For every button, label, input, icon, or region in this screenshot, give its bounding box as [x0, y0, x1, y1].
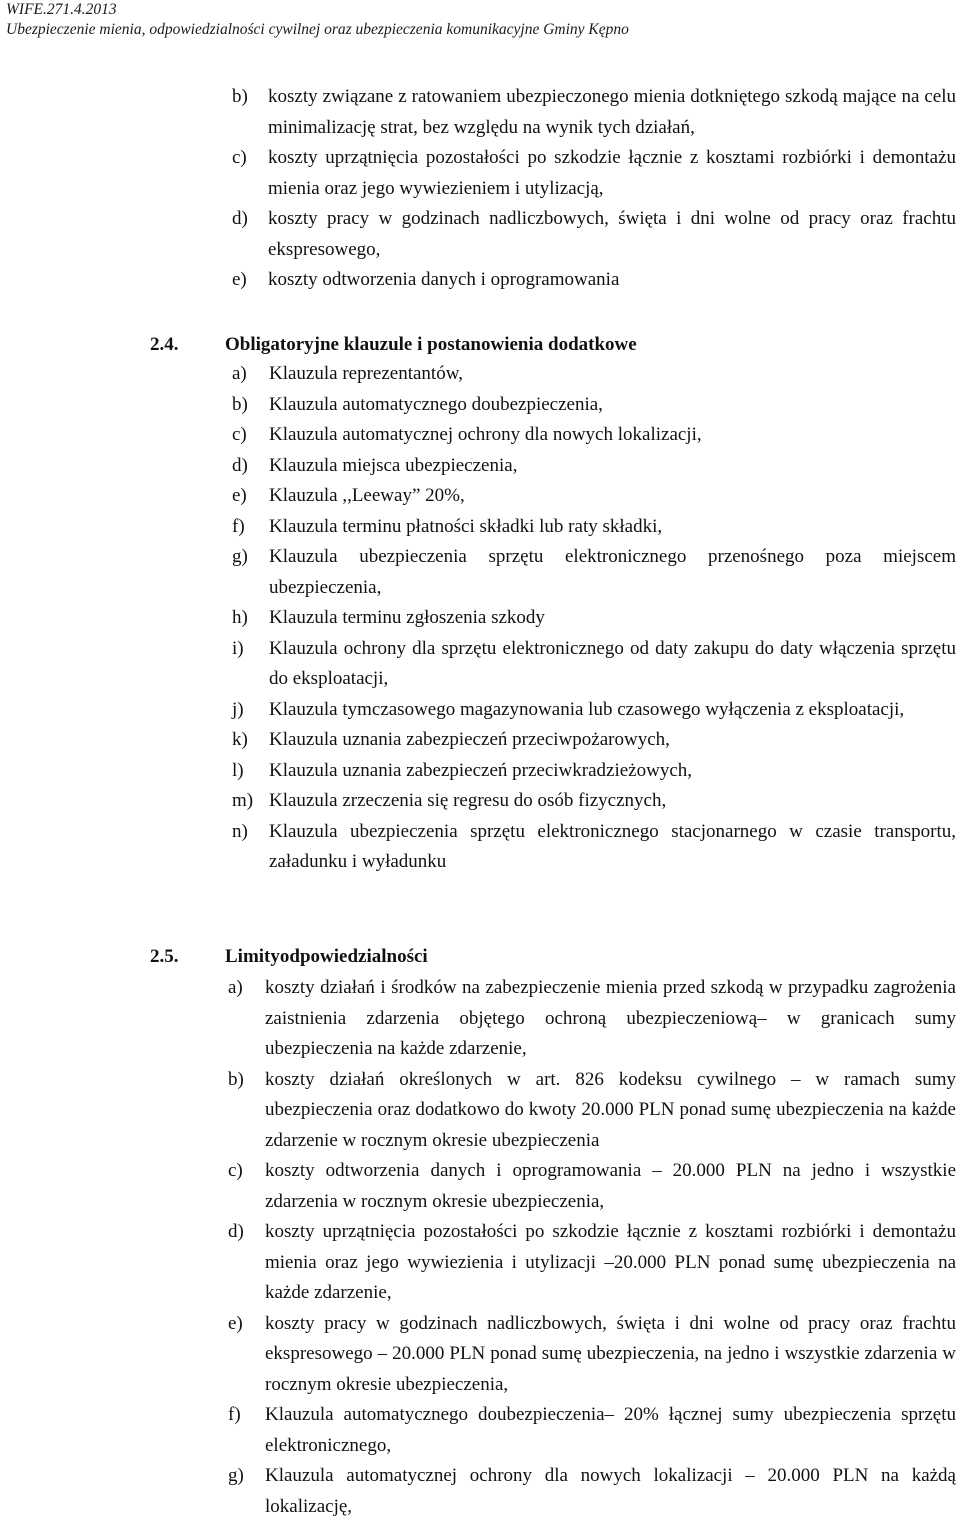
list-item-text: Klauzula terminu zgłoszenia szkody: [269, 607, 545, 628]
list-item-label: l): [232, 759, 244, 781]
list-item-label: d): [232, 208, 248, 229]
list-item-text: koszty działań i środków na zabezpieczenie mienia przed szkodą w przypadku zagrożenia zaistnienia zdarzenia objętego ochroną ubezpieczeniową– w granicach sumy ubezpieczenia na każde zdarzenie,: [265, 977, 956, 1059]
list-item-label: c): [232, 424, 247, 445]
list-item-text: Klauzula automatycznego doubezpieczenia,: [269, 393, 603, 415]
list-item-text: koszty uprzątnięcia pozostałości po szkodzie łącznie z kosztami rozbiórki i demontażu mienia oraz jego wywiezieniem i utylizacją,: [268, 147, 956, 199]
list-item-label: b): [232, 86, 248, 107]
section-number: 2.5.: [150, 946, 179, 967]
list-item: [228, 1217, 956, 1309]
list-item-label: f): [232, 515, 245, 537]
list-item: [232, 634, 956, 695]
list-item-text: Klauzula reprezentantów,: [269, 363, 463, 384]
list-item-label: j): [232, 698, 244, 720]
section-number: 2.4.: [150, 334, 179, 355]
list-item-text: koszty związane z ratowaniem ubezpieczonego mienia dotkniętego szkodą mające na celu minimalizację strat, bez względu na wynik tych działań,: [268, 86, 956, 138]
list-item: [228, 1065, 956, 1157]
list-item: [232, 420, 956, 451]
list-item-text: koszty uprzątnięcia pozostałości po szkodzie łącznie z kosztami rozbiórki i demontażu mienia oraz jego wywiezienia i utylizacji –20.000 PLN ponad sumę ubezpieczenia na każde zdarzenie,: [265, 1221, 956, 1303]
list-item: [228, 1156, 956, 1217]
list-item-label: h): [232, 607, 248, 628]
list-item-text: Klauzula miejsca ubezpieczenia,: [269, 454, 518, 476]
list-item-text: koszty pracy w godzinach nadliczbowych, święta i dni wolne od pracy oraz frachtu ekspresowego,: [268, 208, 956, 260]
list-item: [232, 143, 956, 204]
list-item: [232, 204, 956, 265]
list-item: [232, 786, 956, 817]
list-item-text: Klauzula automatycznego doubezpieczenia– 20% łącznej sumy ubezpieczenia sprzętu elektronicznego,: [265, 1404, 956, 1456]
list-item-label: b): [232, 393, 248, 415]
section-title: Obligatoryjne klauzule i postanowienia dodatkowe: [225, 334, 637, 355]
list-item-label: i): [232, 637, 244, 659]
list-item-label: e): [228, 1312, 243, 1334]
document-reference: WIFE.271.4.2013: [6, 1, 117, 18]
list-item: [232, 359, 956, 390]
list-item-label: d): [232, 454, 248, 476]
list-item: [228, 1400, 956, 1461]
list-item-text: Klauzula uznania zabezpieczeń przeciwkradzieżowych,: [269, 759, 693, 781]
list-item: [232, 390, 956, 421]
list-item: [232, 603, 956, 634]
list-item: [232, 542, 956, 603]
document-subtitle: Ubezpieczenie mienia, odpowiedzialności cywilnej oraz ubezpieczenia komunikacyjne Gminy Kępno: [6, 21, 629, 38]
list-item: [232, 265, 956, 296]
list-item-text: Klauzula zrzeczenia się regresu do osób fizycznych,: [269, 790, 667, 811]
list-item-label: a): [228, 977, 243, 998]
list-item: [232, 756, 956, 787]
list-item: [232, 817, 956, 878]
list-item-text: Klauzula ubezpieczenia sprzętu elektronicznego przenośnego poza miejscem ubezpieczenia,: [269, 546, 956, 598]
list-item-label: m): [232, 790, 254, 811]
clauses-list: [232, 359, 956, 878]
list-item: [228, 973, 956, 1065]
list-item-text: Klauzula automatycznej ochrony dla nowych lokalizacji,: [269, 424, 702, 445]
list-item: [232, 725, 956, 756]
list-item-label: e): [232, 269, 247, 290]
list-item-text: Klauzula ubezpieczenia sprzętu elektronicznego stacjonarnego w czasie transportu, załadunku i wyładunku: [269, 820, 956, 872]
limits-list: [228, 973, 956, 1522]
section-heading-2-4: [150, 330, 637, 360]
list-item-text: Klauzula tymczasowego magazynowania lub czasowego wyłączenia z eksploatacji,: [269, 698, 905, 720]
list-item-text: Klauzula automatycznej ochrony dla nowych lokalizacji – 20.000 PLN na każdą lokalizację,: [265, 1465, 956, 1517]
list-item-text: Klauzula ,,Leeway” 20%,: [269, 485, 465, 506]
list-item-text: koszty odtworzenia danych i oprogramowania: [268, 269, 620, 290]
list-item-text: Klauzula terminu płatności składki lub raty składki,: [269, 515, 663, 537]
list-item: [228, 1461, 956, 1522]
list-item-text: koszty odtworzenia danych i oprogramowania – 20.000 PLN na jedno i wszystkie zdarzenia w rocznym okresie ubezpieczenia,: [265, 1160, 956, 1212]
list-item-label: f): [228, 1404, 241, 1425]
list-item: [228, 1309, 956, 1401]
list-item: [232, 512, 956, 543]
list-item: [232, 695, 956, 726]
list-item-label: g): [232, 546, 248, 567]
list-item-label: c): [232, 147, 247, 168]
list-item-text: koszty pracy w godzinach nadliczbowych, święta i dni wolne od pracy oraz frachtu ekspresowego – 20.000 PLN ponad sumę ubezpieczenia, na jedno i wszystkie zdarzenia w rocznym okresie ubezpieczenia,: [265, 1312, 956, 1395]
list-item-label: d): [228, 1221, 244, 1242]
list-item-label: n): [232, 820, 248, 842]
list-item: [232, 82, 956, 143]
list-item-label: c): [228, 1160, 243, 1181]
list-item-label: e): [232, 485, 247, 506]
list-item-text: Klauzula uznania zabezpieczeń przeciwpożarowych,: [269, 729, 670, 750]
list-item: [232, 451, 956, 482]
page-header: [6, 0, 946, 40]
list-item: [232, 481, 956, 512]
list-item-text: koszty działań określonych w art. 826 kodeksu cywilnego – w ramach sumy ubezpieczenia oraz dodatkowo do kwoty 20.000 PLN ponad sumę ubezpieczenia na każde zdarzenie w rocznym okresie ubezpieczenia: [265, 1068, 956, 1151]
section-title: Limityodpowiedzialności: [225, 946, 428, 967]
list-item-label: b): [228, 1068, 244, 1090]
costs-list: [232, 82, 956, 296]
list-item-label: a): [232, 363, 247, 384]
list-item-text: Klauzula ochrony dla sprzętu elektronicznego od daty zakupu do daty włączenia sprzętu do eksploatacji,: [269, 637, 956, 689]
section-heading-2-5: [150, 942, 428, 972]
list-item-label: g): [228, 1465, 244, 1486]
list-item-label: k): [232, 729, 248, 750]
